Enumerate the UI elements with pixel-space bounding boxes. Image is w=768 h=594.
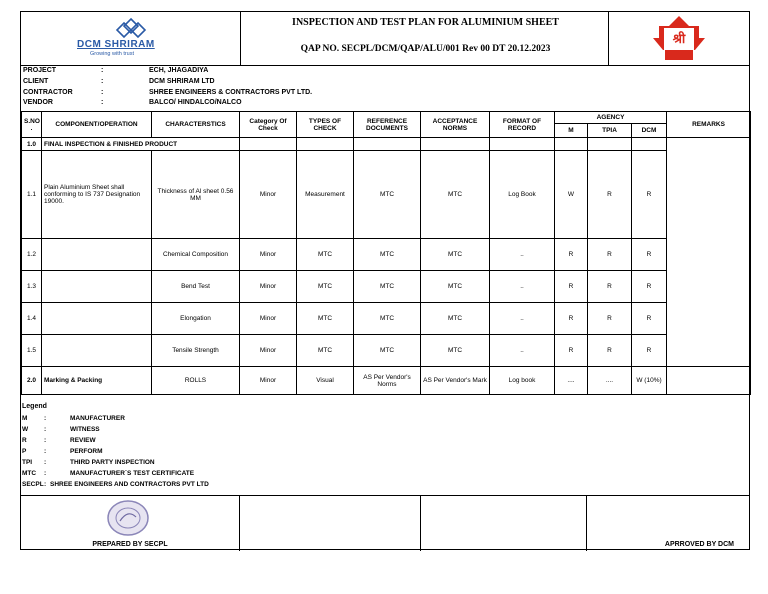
row-category: Minor bbox=[240, 151, 297, 239]
row-agency-m: .... bbox=[555, 367, 588, 395]
qap-number: QAP NO. SECPL/DCM/QAP/ALU/001 Rev 00 DT 20.12.2023 bbox=[300, 44, 551, 54]
row-agency-dcm: R bbox=[632, 151, 667, 239]
row-reference: MTC bbox=[354, 151, 421, 239]
logo-name: DCM SHRIRAM bbox=[77, 39, 155, 50]
legend-desc: MANUFACTURER`S TEST CERTIFICATE bbox=[70, 470, 195, 477]
legend-abbr: W bbox=[22, 426, 29, 433]
legend-colon: : bbox=[44, 481, 47, 488]
dcm-shriram-logo bbox=[21, 12, 241, 65]
row-reference: MTC bbox=[354, 271, 421, 303]
table-row bbox=[22, 239, 751, 271]
col-component: COMPONENT/OPERATION bbox=[42, 112, 152, 138]
legend-abbr: SECPL bbox=[22, 481, 44, 488]
row-characteristic: Chemical Composition bbox=[152, 239, 240, 271]
row-agency-dcm: R bbox=[632, 335, 667, 367]
row-type: Measurement bbox=[297, 151, 354, 239]
row-agency-dcm: W (10%) bbox=[632, 367, 667, 395]
row-agency-m: R bbox=[555, 335, 588, 367]
legend-desc: REVIEW bbox=[70, 437, 96, 444]
legend-colon: : bbox=[44, 426, 47, 433]
col-agency-m: M bbox=[555, 124, 588, 138]
col-remarks: REMARKS bbox=[667, 112, 751, 138]
col-category: Category Of Check bbox=[240, 112, 297, 138]
table-row bbox=[22, 367, 751, 395]
legend-desc: WITNESS bbox=[70, 426, 100, 433]
legend-colon: : bbox=[44, 437, 47, 444]
col-reference: REFERENCE DOCUMENTS bbox=[354, 112, 421, 138]
section-row bbox=[22, 138, 751, 151]
row-format: .. bbox=[490, 271, 555, 303]
row-sno: 1.4 bbox=[22, 303, 42, 335]
prepared-cell bbox=[21, 496, 240, 551]
row-agency-tpia: R bbox=[588, 271, 632, 303]
row-component bbox=[42, 303, 152, 335]
info-key: VENDOR bbox=[23, 99, 53, 106]
empty-cell bbox=[421, 138, 490, 151]
signoff-section bbox=[21, 495, 749, 551]
legend-title: Legend bbox=[22, 403, 47, 410]
info-colon: : bbox=[101, 99, 104, 106]
row-acceptance: AS Per Vendor's Mark bbox=[421, 367, 490, 395]
remarks-cell bbox=[667, 367, 751, 395]
info-value: SHREE ENGINEERS & CONTRACTORS PVT LTD. bbox=[149, 89, 313, 96]
shree-emblem-text: श्री bbox=[672, 32, 686, 47]
row-reference: MTC bbox=[354, 303, 421, 335]
row-characteristic: Tensile Strength bbox=[152, 335, 240, 367]
row-acceptance: MTC bbox=[421, 151, 490, 239]
legend-abbr: MTC bbox=[22, 470, 37, 477]
row-acceptance: MTC bbox=[421, 239, 490, 271]
row-reference: MTC bbox=[354, 335, 421, 367]
row-category: Minor bbox=[240, 335, 297, 367]
col-format: FORMAT OF RECORD bbox=[490, 112, 555, 138]
row-characteristic: Elongation bbox=[152, 303, 240, 335]
row-format: .. bbox=[490, 303, 555, 335]
info-colon: : bbox=[101, 67, 104, 74]
legend-colon: : bbox=[44, 470, 47, 477]
row-category: Minor bbox=[240, 367, 297, 395]
legend-desc: MANUFACTURER bbox=[70, 415, 125, 422]
row-agency-tpia: R bbox=[588, 335, 632, 367]
row-type: MTC bbox=[297, 303, 354, 335]
row-sno: 1.2 bbox=[22, 239, 42, 271]
legend-abbr: TPI bbox=[22, 459, 33, 466]
row-reference: MTC bbox=[354, 239, 421, 271]
row-sno: 2.0 bbox=[22, 367, 42, 395]
info-value: ECH, JHAGADIYA bbox=[149, 67, 209, 74]
info-colon: : bbox=[101, 78, 104, 85]
row-type: MTC bbox=[297, 239, 354, 271]
table-row bbox=[22, 303, 751, 335]
document-title: INSPECTION AND TEST PLAN FOR ALUMINIUM SHEET bbox=[292, 17, 559, 28]
row-agency-dcm: R bbox=[632, 271, 667, 303]
empty-cell bbox=[632, 138, 667, 151]
row-agency-dcm: R bbox=[632, 303, 667, 335]
col-sno: S.NO . bbox=[22, 112, 42, 138]
row-category: Minor bbox=[240, 271, 297, 303]
col-agency: AGENCY bbox=[555, 112, 667, 124]
row-agency-tpia: .... bbox=[588, 367, 632, 395]
legend-colon: : bbox=[44, 459, 47, 466]
table-header-row bbox=[22, 112, 751, 124]
info-key: CLIENT bbox=[23, 78, 49, 85]
inspection-table bbox=[21, 111, 751, 395]
approved-cell bbox=[587, 496, 750, 551]
info-value: BALCO/ HINDALCO/NALCO bbox=[149, 99, 242, 106]
col-agency-dcm: DCM bbox=[632, 124, 667, 138]
legend bbox=[21, 402, 749, 494]
section-label: FINAL INSPECTION & FINISHED PRODUCT bbox=[42, 138, 240, 151]
signoff-blank-cell bbox=[240, 496, 421, 551]
row-type: Visual bbox=[297, 367, 354, 395]
table-row bbox=[22, 271, 751, 303]
document-header bbox=[21, 12, 749, 66]
row-acceptance: MTC bbox=[421, 271, 490, 303]
row-agency-m: R bbox=[555, 303, 588, 335]
col-types: TYPES OF CHECK bbox=[297, 112, 354, 138]
empty-cell bbox=[588, 138, 632, 151]
row-characteristic: Bend Test bbox=[152, 271, 240, 303]
table-row bbox=[22, 151, 751, 239]
row-format: .. bbox=[490, 335, 555, 367]
row-sno: 1.5 bbox=[22, 335, 42, 367]
row-category: Minor bbox=[240, 239, 297, 271]
row-format: .. bbox=[490, 239, 555, 271]
info-value: DCM SHRIRAM LTD bbox=[149, 78, 215, 85]
col-acceptance: ACCEPTANCE NORMS bbox=[421, 112, 490, 138]
info-colon: : bbox=[101, 89, 104, 96]
row-format: Log book bbox=[490, 367, 555, 395]
empty-cell bbox=[555, 138, 588, 151]
row-sno: 1.1 bbox=[22, 151, 42, 239]
row-agency-tpia: R bbox=[588, 303, 632, 335]
empty-cell bbox=[297, 138, 354, 151]
row-agency-tpia: R bbox=[588, 151, 632, 239]
row-acceptance: MTC bbox=[421, 335, 490, 367]
legend-colon: : bbox=[44, 448, 47, 455]
row-agency-dcm: R bbox=[632, 239, 667, 271]
row-acceptance: MTC bbox=[421, 303, 490, 335]
row-characteristic: Thickness of Al sheet 0.56 MM bbox=[152, 151, 240, 239]
row-category: Minor bbox=[240, 303, 297, 335]
empty-cell bbox=[490, 138, 555, 151]
signoff-blank-cell bbox=[421, 496, 587, 551]
row-format: Log Book bbox=[490, 151, 555, 239]
qap-sheet bbox=[20, 11, 750, 550]
legend-colon: : bbox=[44, 415, 47, 422]
legend-desc: SHREE ENGINEERS AND CONTRACTORS PVT LTD bbox=[50, 481, 209, 488]
legend-abbr: M bbox=[22, 415, 28, 422]
project-info bbox=[21, 66, 749, 110]
row-sno: 1.3 bbox=[22, 271, 42, 303]
row-component: Plain Aluminium Sheet shall conforming to IS 737 Designation 19000. bbox=[42, 151, 152, 239]
approved-by-label: APRROVED BY DCM bbox=[664, 541, 734, 548]
legend-desc: THIRD PARTY INSPECTION bbox=[70, 459, 155, 466]
info-key: CONTRACTOR bbox=[23, 89, 73, 96]
legend-abbr: P bbox=[22, 448, 27, 455]
row-agency-m: R bbox=[555, 239, 588, 271]
remarks-cell bbox=[667, 138, 751, 367]
info-key: PROJECT bbox=[23, 67, 57, 74]
row-component bbox=[42, 271, 152, 303]
empty-cell bbox=[354, 138, 421, 151]
row-type: MTC bbox=[297, 335, 354, 367]
company-stamp-icon bbox=[106, 499, 150, 537]
legend-abbr: R bbox=[22, 437, 27, 444]
row-characteristic: ROLLS bbox=[152, 367, 240, 395]
empty-cell bbox=[240, 138, 297, 151]
logo-tagline: Growing with trust bbox=[90, 51, 135, 57]
row-agency-tpia: R bbox=[588, 239, 632, 271]
col-agency-tpia: TPIA bbox=[588, 124, 632, 138]
row-type: MTC bbox=[297, 271, 354, 303]
col-characteristics: CHARACTERSTICS bbox=[152, 112, 240, 138]
row-agency-m: W bbox=[555, 151, 588, 239]
table-row bbox=[22, 335, 751, 367]
row-component bbox=[42, 239, 152, 271]
row-component: Marking & Packing bbox=[42, 367, 152, 395]
prepared-by-label: PREPARED BY SECPL bbox=[92, 541, 168, 548]
shree-logo bbox=[608, 12, 749, 65]
row-component bbox=[42, 335, 152, 367]
section-sno: 1.0 bbox=[22, 138, 42, 151]
legend-desc: PERFORM bbox=[70, 448, 103, 455]
row-agency-m: R bbox=[555, 271, 588, 303]
row-reference: AS Per Vendor's Norms bbox=[354, 367, 421, 395]
